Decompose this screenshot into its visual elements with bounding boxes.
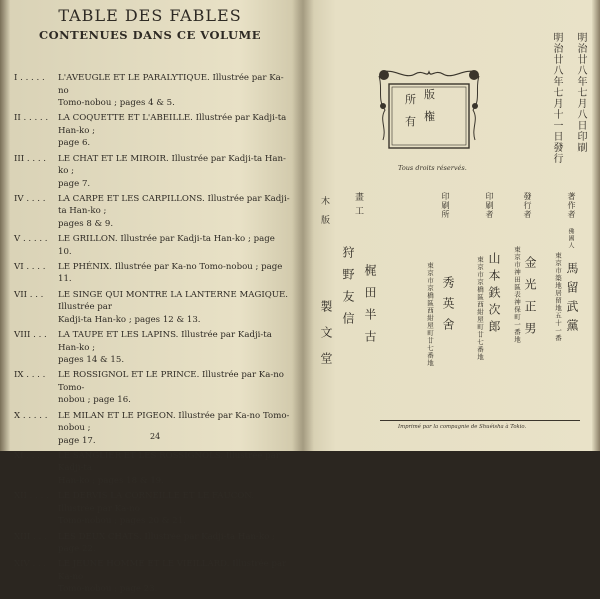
toc-entry-text-continued: pages 14 & 15. <box>58 355 125 366</box>
toc-entry <box>14 410 290 448</box>
seal-char-2: 所 <box>405 93 416 106</box>
rights-reserved: Tous droits réservés. <box>398 164 467 172</box>
binder-label: 木版 <box>319 196 329 234</box>
toc-entry <box>14 72 290 110</box>
toc-entry-text-continued: Tomo-nobou ; pages 4 & 5. <box>58 98 175 108</box>
toc-entry-number: IV . . . . <box>14 193 46 204</box>
printing-office-label: 印刷所 <box>441 192 450 219</box>
toc-entry <box>14 112 290 150</box>
author-label: 著作者 <box>567 192 576 219</box>
printing-office-name: 秀英舍 <box>441 276 455 339</box>
book-gutter <box>292 0 314 451</box>
toc-entry <box>14 531 290 556</box>
publish-date: 明治廿八年七月十一日發行 <box>551 32 562 164</box>
page-subtitle: CONTENUES DANS CE VOLUME <box>39 28 261 42</box>
toc-entry-number: I . . . . . <box>14 73 45 83</box>
toc-entry-number: III . . . . <box>14 153 47 164</box>
toc-entry-text-continued: Han-ko ; pages 18 & 19. <box>58 475 164 486</box>
toc-entry-text-continued: page 7. <box>58 178 91 189</box>
seal-char-4: 有 <box>405 115 416 128</box>
toc-entry-text: LES DEUX CHATS. Illustrée par Kadji-ta Han-ko ; page 22. <box>58 531 275 555</box>
publisher-name: 金光正男 <box>523 256 537 344</box>
toc-entry-text-continued: nobou ; page 16. <box>58 395 131 406</box>
artisan-label: 畫工 <box>353 192 363 220</box>
seal-char-1: 版 <box>424 88 435 101</box>
toc-entry-number: VI . . . . <box>14 261 46 272</box>
publisher-label: 發行者 <box>523 192 532 219</box>
artisan-name-1: 狩野友信 <box>341 246 355 334</box>
page-edge-left <box>0 0 10 451</box>
toc-entry <box>14 233 290 258</box>
author-prefix: 佛國人 <box>567 228 574 249</box>
toc-entry-text-continued: page 6. <box>58 138 91 149</box>
toc-entry <box>14 261 290 286</box>
toc-entry-number: XIV . . . <box>14 559 47 570</box>
toc-entry-text: LE SANGLIER ET LES ROSSIGNOLS. Illustrée par Kadji-ta <box>58 450 280 474</box>
toc-entry <box>14 450 290 488</box>
printer-address: 東京市京橋區西紺屋町廿七番地 <box>476 256 484 361</box>
toc-entry-text: L'AVEUGLE ET LE PARALYTIQUE. Illustrée par Ka-no <box>58 73 284 96</box>
toc-entry-text: LE GRILLON. Illustrée par Kadji-ta Han-ko ; page 10. <box>58 234 275 257</box>
toc-entry-text-continued: Kadji-ta Han-ko ; pages 12 & 13. <box>58 314 201 325</box>
toc-entry <box>14 193 290 231</box>
toc-entry-text-continued: pages 8 & 9. <box>58 218 114 229</box>
toc-entry-number: XII . . . . <box>14 491 49 502</box>
toc-entry-number: XI . . . . <box>14 450 46 461</box>
binder-name: 製文堂 <box>319 300 333 378</box>
toc-entry-text: LA TAUPE ET LES LAPINS. Illustrée par Kadji-ta Han-ko ; <box>58 330 272 353</box>
toc-entry-text: LA COQUETTE ET L'ABEILLE. Illustrée par Kadji-ta Han-ko ; <box>58 113 287 136</box>
toc-entry-text: LE JEUNE HOMME ET LE VIEILLARD. Illustrée par Ka-no <box>58 559 287 582</box>
toc-entry-text-continued: Tomo-nobou ; pages 20 & 21. <box>58 516 186 527</box>
toc-entry-number: X . . . . . <box>14 410 48 421</box>
printer-imprint: Imprimé par la compagnie de Shuéisha à Tokio. <box>398 424 527 430</box>
toc-entry-text: LE CHAT ET LE MIROIR. Illustrée par Kadji-ta Han-ko ; <box>58 153 286 177</box>
toc-entry-text: LE PHÉNIX. Illustrée par Ka-no Tomo-nobou ; page 11. <box>58 261 283 285</box>
table-of-contents <box>14 72 290 599</box>
printer-label: 印刷者 <box>485 192 494 219</box>
toc-entry-text: LE MILAN ET LE PIGEON. Illustrée par Ka-no Tomo-nobou ; <box>58 410 290 434</box>
toc-entry-text: LA CARPE ET LES CARPILLONS. Illustrée par Kadji-ta Han-ko ; <box>58 193 290 217</box>
toc-entry-number: IX . . . . <box>14 370 46 381</box>
toc-entry-number: XIII . . . <box>14 531 47 542</box>
toc-entry <box>14 558 290 596</box>
toc-entry <box>14 153 290 191</box>
printing-office-address: 東京市京橋區西紺屋町廿七番地 <box>426 262 434 367</box>
toc-entry-number: VIII . . . <box>14 330 47 341</box>
toc-entry <box>14 490 290 528</box>
toc-entry <box>14 289 290 327</box>
toc-entry-text: LE SINGE QUI MONTRE LA LANTERNE MAGIQUE. Illustrée par <box>58 289 289 313</box>
artisan-name-2: 梶田半古 <box>363 264 377 352</box>
page-title: TABLE DES FABLES <box>58 6 242 25</box>
printer-name: 山本鉄次郎 <box>487 252 501 337</box>
print-date: 明治廿八年七月八日印刷 <box>575 32 586 153</box>
divider-line <box>380 420 580 421</box>
toc-entry-text-continued: Tomo-nobou ; page 23. <box>58 584 158 595</box>
toc-entry-number: II . . . . . <box>14 113 49 124</box>
author-address: 東京市築地居留地五十一番 <box>554 252 562 342</box>
toc-entry <box>14 369 290 407</box>
toc-entry-text: LE DERVIS LA CORNEILLE ET LE FAUCON. Illustrée par Ka-no <box>58 491 255 514</box>
page-edge-right <box>592 0 600 451</box>
toc-entry <box>14 329 290 367</box>
page-number: 24 <box>150 432 161 441</box>
seal-char-3: 権 <box>424 110 435 123</box>
author-name: 馬留武黨 <box>565 262 579 338</box>
toc-entry-text: LE ROSSIGNOL ET LE PRINCE. Illustrée par Ka-no Tomo- <box>58 370 284 393</box>
publisher-address: 東京市神田區表神保町一番地 <box>513 246 521 344</box>
toc-entry-number: V . . . . . <box>14 234 48 245</box>
toc-entry-text-continued: page 17. <box>58 435 96 446</box>
toc-entry-number: VII . . . <box>14 289 44 300</box>
